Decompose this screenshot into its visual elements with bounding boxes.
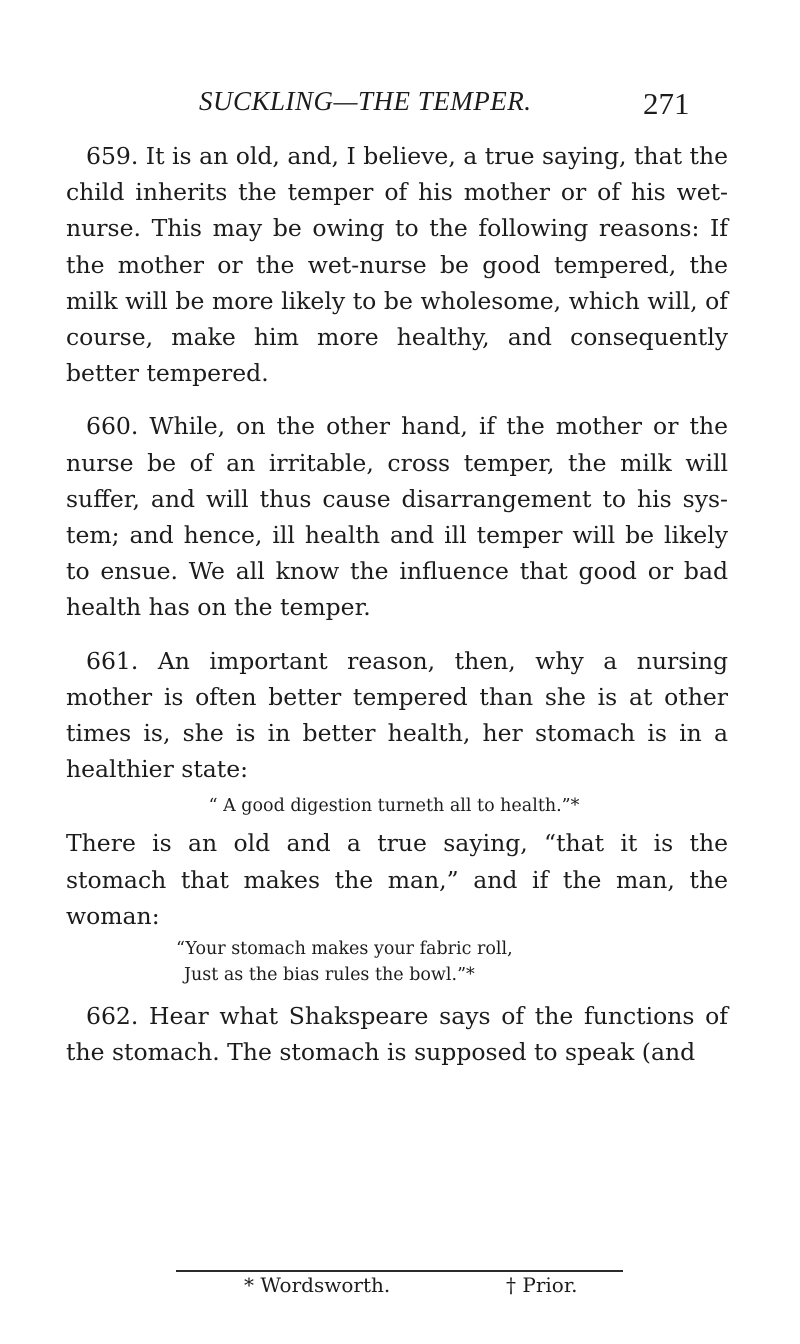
paragraph-662: 662. Hear what Shakspeare says of the functions of the stomach. The stomach is supposed to speak (and [66,1002,728,1067]
prior-quote [176,936,728,988]
page-number: 271 [643,86,690,121]
page-header [0,86,800,126]
wordsworth-quote: “ A good digestion turneth all to health.”* [208,796,580,817]
paragraph-661: 661. An important reason, then, why a nursing mother is often better tempered than she is at other times is, she is in better health, her stomach is in a healthier state: [66,646,728,784]
running-title: SUCKLING—THE TEMPER. [199,86,532,116]
continuation-paragraph: There is an old and a true saying, “that it is the stomach that makes the man,” and if the man, the woman: [66,829,728,930]
footnote-prior: † Prior. [506,1273,578,1297]
body-text [66,138,728,1070]
paragraph-660: 660. While, on the other hand, if the mother or the nurse be of an irritable, cross temper, the milk will suffer, and will thus cause disarrangement to his system; and hence, ill health and ill temper will be likely to ensue. We all know the influence that good or bad health has on the temper. [66,412,728,622]
paragraph-659: 659. It is an old, and, I believe, a true saying, that the child inherits the temper of his mother or of his wet-nurse. This may be owing to the following reasons: If the mother or the wet-nurse be good tempered, the milk will be more likely to be wholesome, which will, of course, make him more healthy, and consequently better tempered. [66,142,728,388]
footnote-divider [176,1270,623,1272]
footnote-wordsworth: * Wordsworth. [244,1273,391,1297]
prior-quote-line-1: “Your stomach makes your fabric roll, [176,939,513,960]
prior-quote-line-2: Just as the bias rules the bowl.”* [184,965,475,986]
footnotes [0,1273,800,1303]
